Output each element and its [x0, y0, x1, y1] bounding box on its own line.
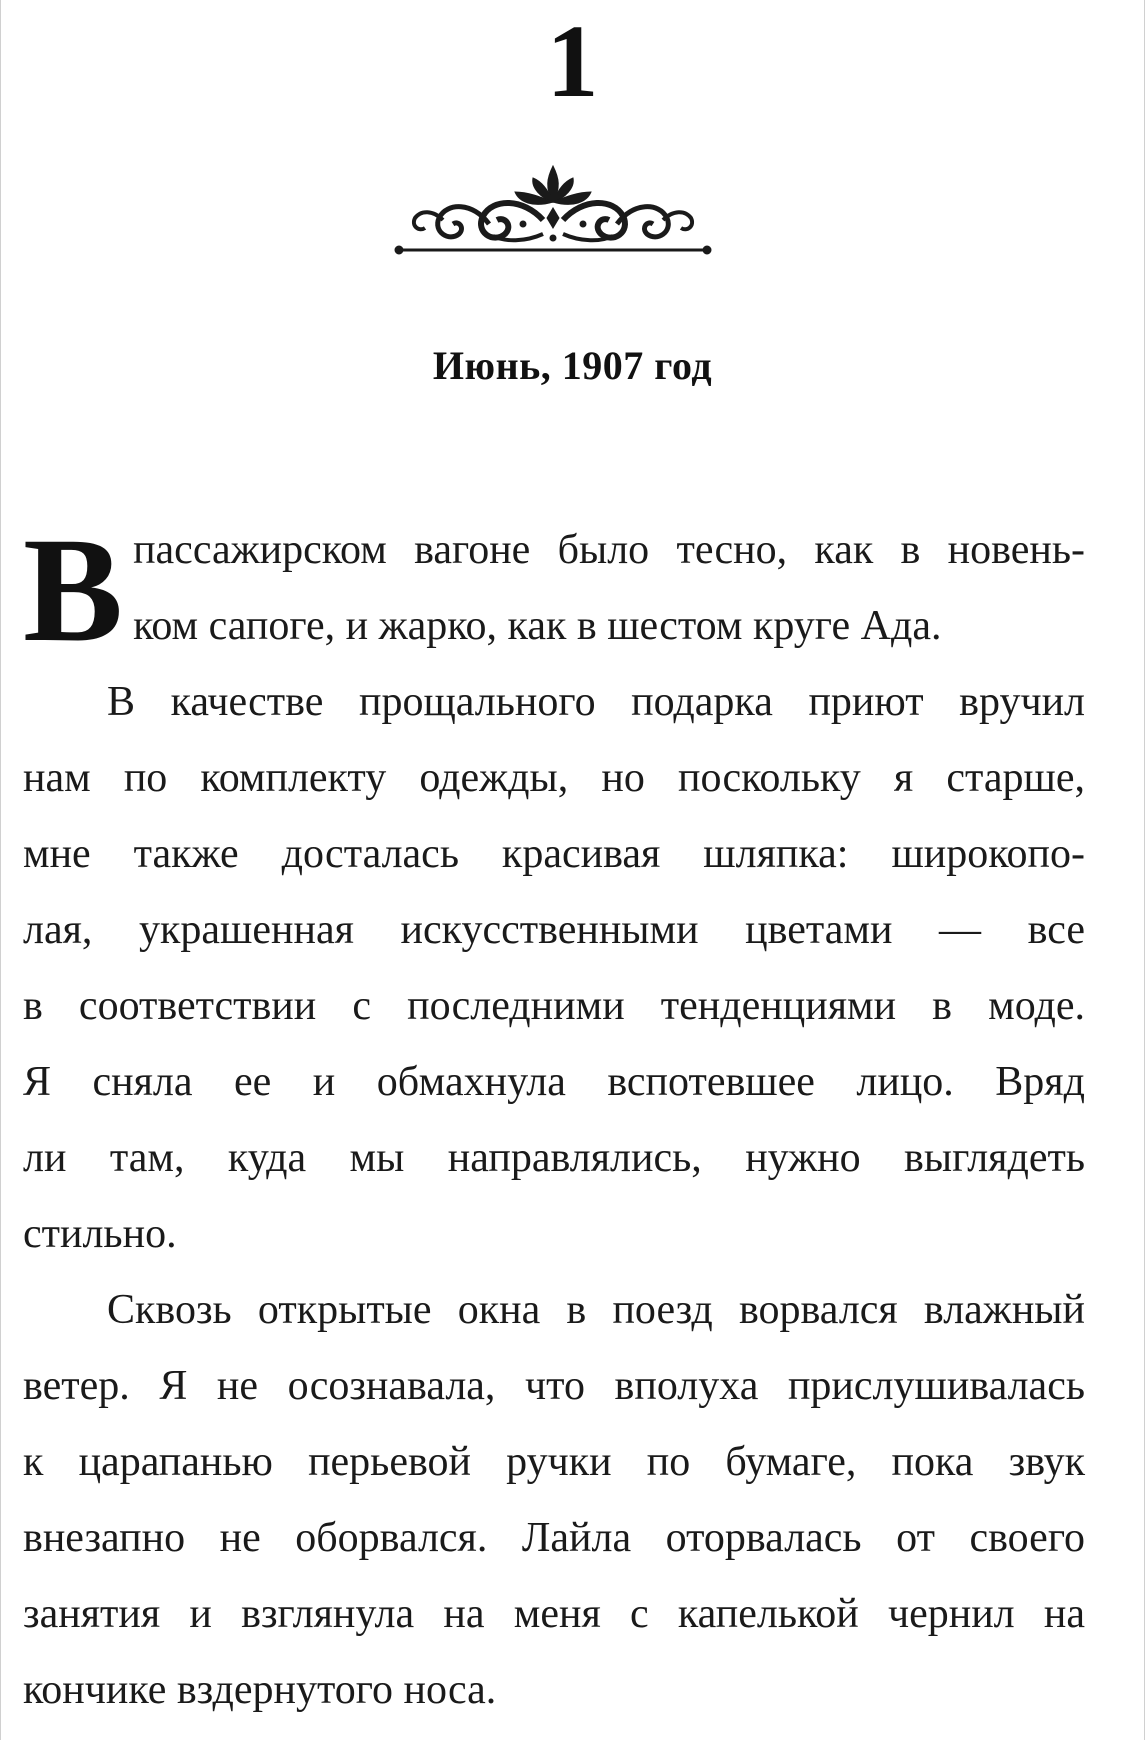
text-line: ли там, куда мы направлялись, нужно выглядеть — [23, 1135, 1085, 1181]
text-line: стильно. — [23, 1211, 177, 1257]
text-line: к царапанью перьевой ручки по бумаге, пока звук — [23, 1439, 1085, 1485]
text-line: мне также досталась красивая шляпка: широкопо- — [23, 831, 1085, 877]
text-line: занятия и взглянула на меня с капелькой чернил на — [23, 1591, 1085, 1637]
text-line: нам по комплекту одежды, но поскольку я старше, — [23, 755, 1085, 801]
paragraph-3 — [23, 1272, 1085, 1728]
ornament-divider-icon — [393, 158, 713, 258]
paragraph-2 — [23, 664, 1085, 1272]
text-line: лая, украшенная искусственными цветами — все — [23, 907, 1085, 953]
text-line: кончике вздернутого носа. — [23, 1667, 497, 1713]
text-line: Я сняла ее и обмахнула вспотевшее лицо. Вряд — [23, 1059, 1085, 1105]
text-line: ком сапоге, и жарко, как в шестом круге Ада. — [133, 603, 942, 649]
chapter-body — [23, 507, 1085, 1728]
text-line: пассажирском вагоне было тесно, как в новень- — [133, 527, 1085, 573]
text-line: внезапно не оборвался. Лайла оторвалась от своего — [23, 1515, 1085, 1561]
paragraph-1 — [23, 507, 1085, 673]
text-line: В качестве прощального подарка приют вручил — [107, 679, 1085, 725]
text-line: в соответствии с последними тенденциями в моде. — [23, 983, 1085, 1029]
text-line: Сквозь открытые окна в поезд ворвался влажный — [107, 1287, 1085, 1333]
drop-cap: В — [23, 507, 124, 673]
chapter-date-heading: Июнь, 1907 год — [432, 343, 713, 388]
text-line: ветер. Я не осознавала, что вполуха прислушивалась — [23, 1363, 1085, 1409]
chapter-number: 1 — [546, 4, 599, 119]
